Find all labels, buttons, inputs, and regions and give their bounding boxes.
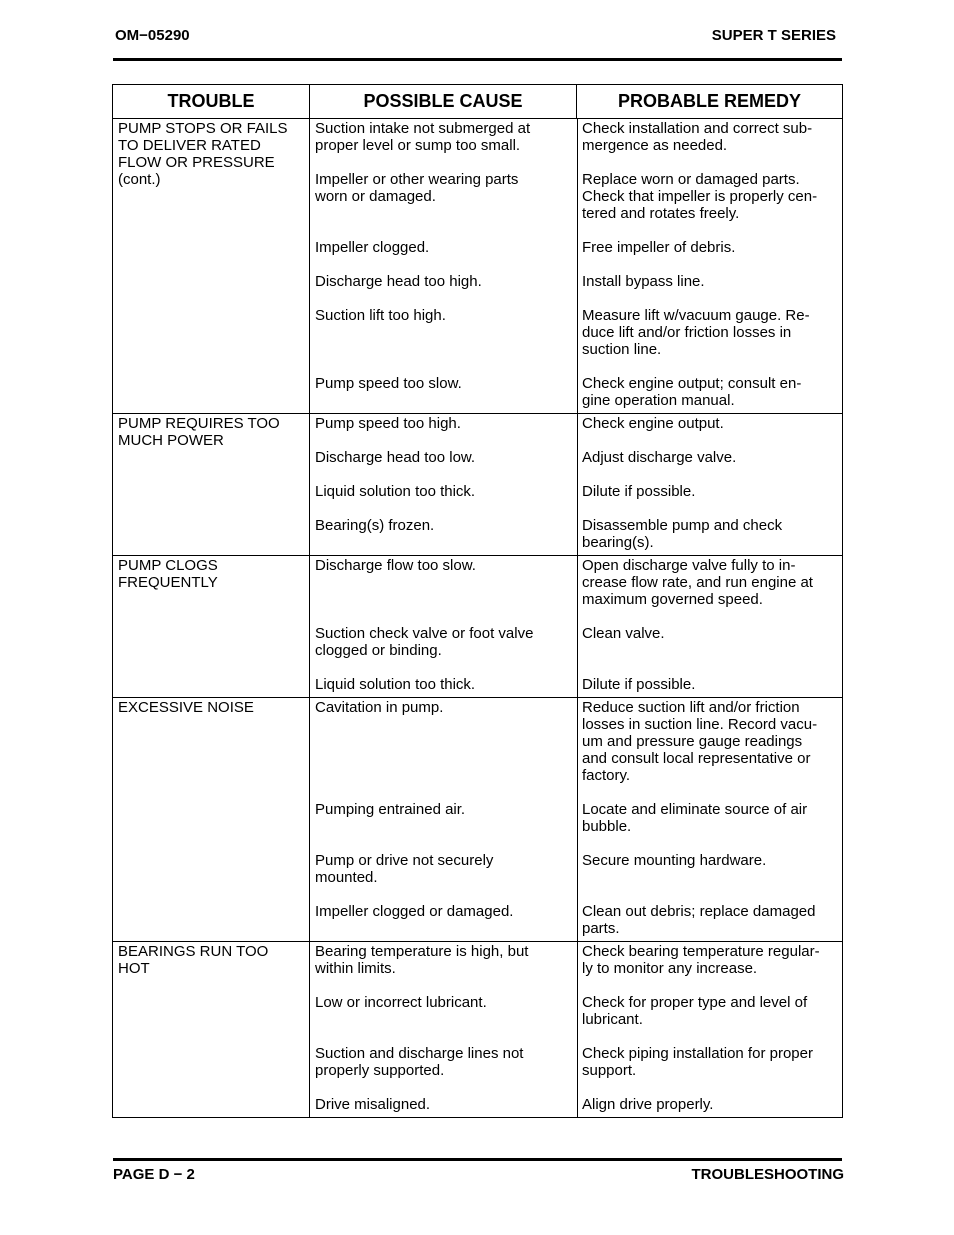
table-body bbox=[113, 119, 842, 1117]
trouble-cell: BEARINGS RUN TOO HOT bbox=[113, 942, 310, 1117]
possible-cause-cell: Pumping entrained air. bbox=[315, 801, 466, 818]
table-row bbox=[310, 625, 842, 659]
probable-remedy-cell: Check installation and correct sub- mergence as needed. bbox=[582, 120, 813, 154]
table-row bbox=[310, 239, 842, 256]
cause-remedy-list bbox=[310, 942, 842, 1117]
table-row bbox=[310, 120, 842, 154]
trouble-cell: PUMP REQUIRES TOO MUCH POWER bbox=[113, 414, 310, 555]
probable-remedy-cell: Clean valve. bbox=[582, 625, 665, 642]
probable-remedy-cell: Open discharge valve fully to in- crease flow rate, and run engine at maximum governed speed. bbox=[582, 557, 813, 608]
possible-cause-cell: Low or incorrect lubricant. bbox=[315, 994, 487, 1011]
table-row bbox=[310, 273, 842, 290]
column-divider bbox=[577, 942, 578, 1117]
column-header-trouble: TROUBLE bbox=[113, 85, 310, 118]
possible-cause-cell: Suction lift too high. bbox=[315, 307, 446, 324]
probable-remedy-cell: Dilute if possible. bbox=[582, 676, 696, 693]
document-number: OM−05290 bbox=[115, 27, 190, 44]
table-row bbox=[310, 903, 842, 937]
trouble-cell: EXCESSIVE NOISE bbox=[113, 698, 310, 941]
table-row bbox=[310, 557, 842, 608]
table-row bbox=[310, 852, 842, 886]
table-row bbox=[310, 699, 842, 784]
probable-remedy-cell: Free impeller of debris. bbox=[582, 239, 736, 256]
section-title: TROUBLESHOOTING bbox=[691, 1166, 844, 1183]
column-divider bbox=[577, 414, 578, 555]
column-header-possible-cause: POSSIBLE CAUSE bbox=[310, 85, 577, 118]
table-row bbox=[310, 1096, 842, 1113]
table-row bbox=[310, 801, 842, 835]
cause-remedy-list bbox=[310, 119, 842, 413]
probable-remedy-cell: Measure lift w/vacuum gauge. Re- duce lift and/or friction losses in suction line. bbox=[582, 307, 810, 358]
probable-remedy-cell: Locate and eliminate source of air bubble. bbox=[582, 801, 808, 835]
table-row bbox=[310, 307, 842, 358]
trouble-cell: PUMP CLOGS FREQUENTLY bbox=[113, 556, 310, 697]
possible-cause-cell: Discharge head too high. bbox=[315, 273, 482, 290]
probable-remedy-cell: Clean out debris; replace damaged parts. bbox=[582, 903, 816, 937]
possible-cause-cell: Discharge head too low. bbox=[315, 449, 476, 466]
table-row bbox=[310, 449, 842, 466]
possible-cause-cell: Drive misaligned. bbox=[315, 1096, 431, 1113]
possible-cause-cell: Suction and discharge lines not properly supported. bbox=[315, 1045, 524, 1079]
probable-remedy-cell: Disassemble pump and check bearing(s). bbox=[582, 517, 783, 551]
table-row bbox=[310, 483, 842, 500]
probable-remedy-cell: Check engine output. bbox=[582, 415, 724, 432]
probable-remedy-cell: Align drive properly. bbox=[582, 1096, 714, 1113]
probable-remedy-cell: Check for proper type and level of lubricant. bbox=[582, 994, 808, 1028]
possible-cause-cell: Discharge flow too slow. bbox=[315, 557, 476, 574]
column-divider bbox=[577, 119, 578, 413]
header-rule bbox=[113, 58, 842, 61]
possible-cause-cell: Pump speed too slow. bbox=[315, 375, 462, 392]
probable-remedy-cell: Check piping installation for proper support. bbox=[582, 1045, 813, 1079]
series-title: SUPER T SERIES bbox=[711, 27, 836, 44]
trouble-group bbox=[113, 119, 842, 414]
trouble-group bbox=[113, 698, 842, 942]
trouble-group bbox=[113, 942, 842, 1117]
possible-cause-cell: Bearing temperature is high, but within limits. bbox=[315, 943, 529, 977]
table-row bbox=[310, 415, 842, 432]
probable-remedy-cell: Reduce suction lift and/or friction losses in suction line. Record vacu- um and pressure gauge readings and consult local representative or factory. bbox=[582, 699, 818, 784]
table-row bbox=[310, 994, 842, 1028]
trouble-cell: PUMP STOPS OR FAILS TO DELIVER RATED FLOW OR PRESSURE (cont.) bbox=[113, 119, 310, 413]
probable-remedy-cell: Secure mounting hardware. bbox=[582, 852, 767, 869]
trouble-group bbox=[113, 556, 842, 698]
possible-cause-cell: Bearing(s) frozen. bbox=[315, 517, 435, 534]
table-row bbox=[310, 517, 842, 551]
possible-cause-cell: Impeller clogged or damaged. bbox=[315, 903, 514, 920]
possible-cause-cell: Suction intake not submerged at proper level or sump too small. bbox=[315, 120, 531, 154]
cause-remedy-list bbox=[310, 698, 842, 941]
probable-remedy-cell: Replace worn or damaged parts. Check that impeller is properly cen- tered and rotates freely. bbox=[582, 171, 818, 222]
possible-cause-cell: Impeller or other wearing parts worn or damaged. bbox=[315, 171, 519, 205]
table-row bbox=[310, 375, 842, 409]
possible-cause-cell: Liquid solution too thick. bbox=[315, 483, 476, 500]
probable-remedy-cell: Dilute if possible. bbox=[582, 483, 696, 500]
table-row bbox=[310, 943, 842, 977]
trouble-group bbox=[113, 414, 842, 556]
table-row bbox=[310, 171, 842, 222]
troubleshooting-table bbox=[112, 84, 843, 1118]
column-divider bbox=[577, 698, 578, 941]
table-row bbox=[310, 676, 842, 693]
possible-cause-cell: Pump speed too high. bbox=[315, 415, 461, 432]
probable-remedy-cell: Check engine output; consult en- gine operation manual. bbox=[582, 375, 802, 409]
table-header-row bbox=[113, 85, 842, 119]
page-number: PAGE D − 2 bbox=[113, 1166, 195, 1183]
possible-cause-cell: Impeller clogged. bbox=[315, 239, 430, 256]
column-header-probable-remedy: PROBABLE REMEDY bbox=[617, 91, 801, 111]
possible-cause-cell: Liquid solution too thick. bbox=[315, 676, 476, 693]
table-row bbox=[310, 1045, 842, 1079]
cause-remedy-list bbox=[310, 414, 842, 555]
possible-cause-cell: Suction check valve or foot valve clogged or binding. bbox=[315, 625, 534, 659]
column-divider bbox=[577, 556, 578, 697]
probable-remedy-cell: Check bearing temperature regular- ly to monitor any increase. bbox=[582, 943, 820, 977]
probable-remedy-cell: Install bypass line. bbox=[582, 273, 705, 290]
cause-remedy-list bbox=[310, 556, 842, 697]
footer-rule bbox=[113, 1158, 842, 1161]
possible-cause-cell: Pump or drive not securely mounted. bbox=[315, 852, 494, 886]
probable-remedy-cell: Adjust discharge valve. bbox=[582, 449, 737, 466]
possible-cause-cell: Cavitation in pump. bbox=[315, 699, 444, 716]
